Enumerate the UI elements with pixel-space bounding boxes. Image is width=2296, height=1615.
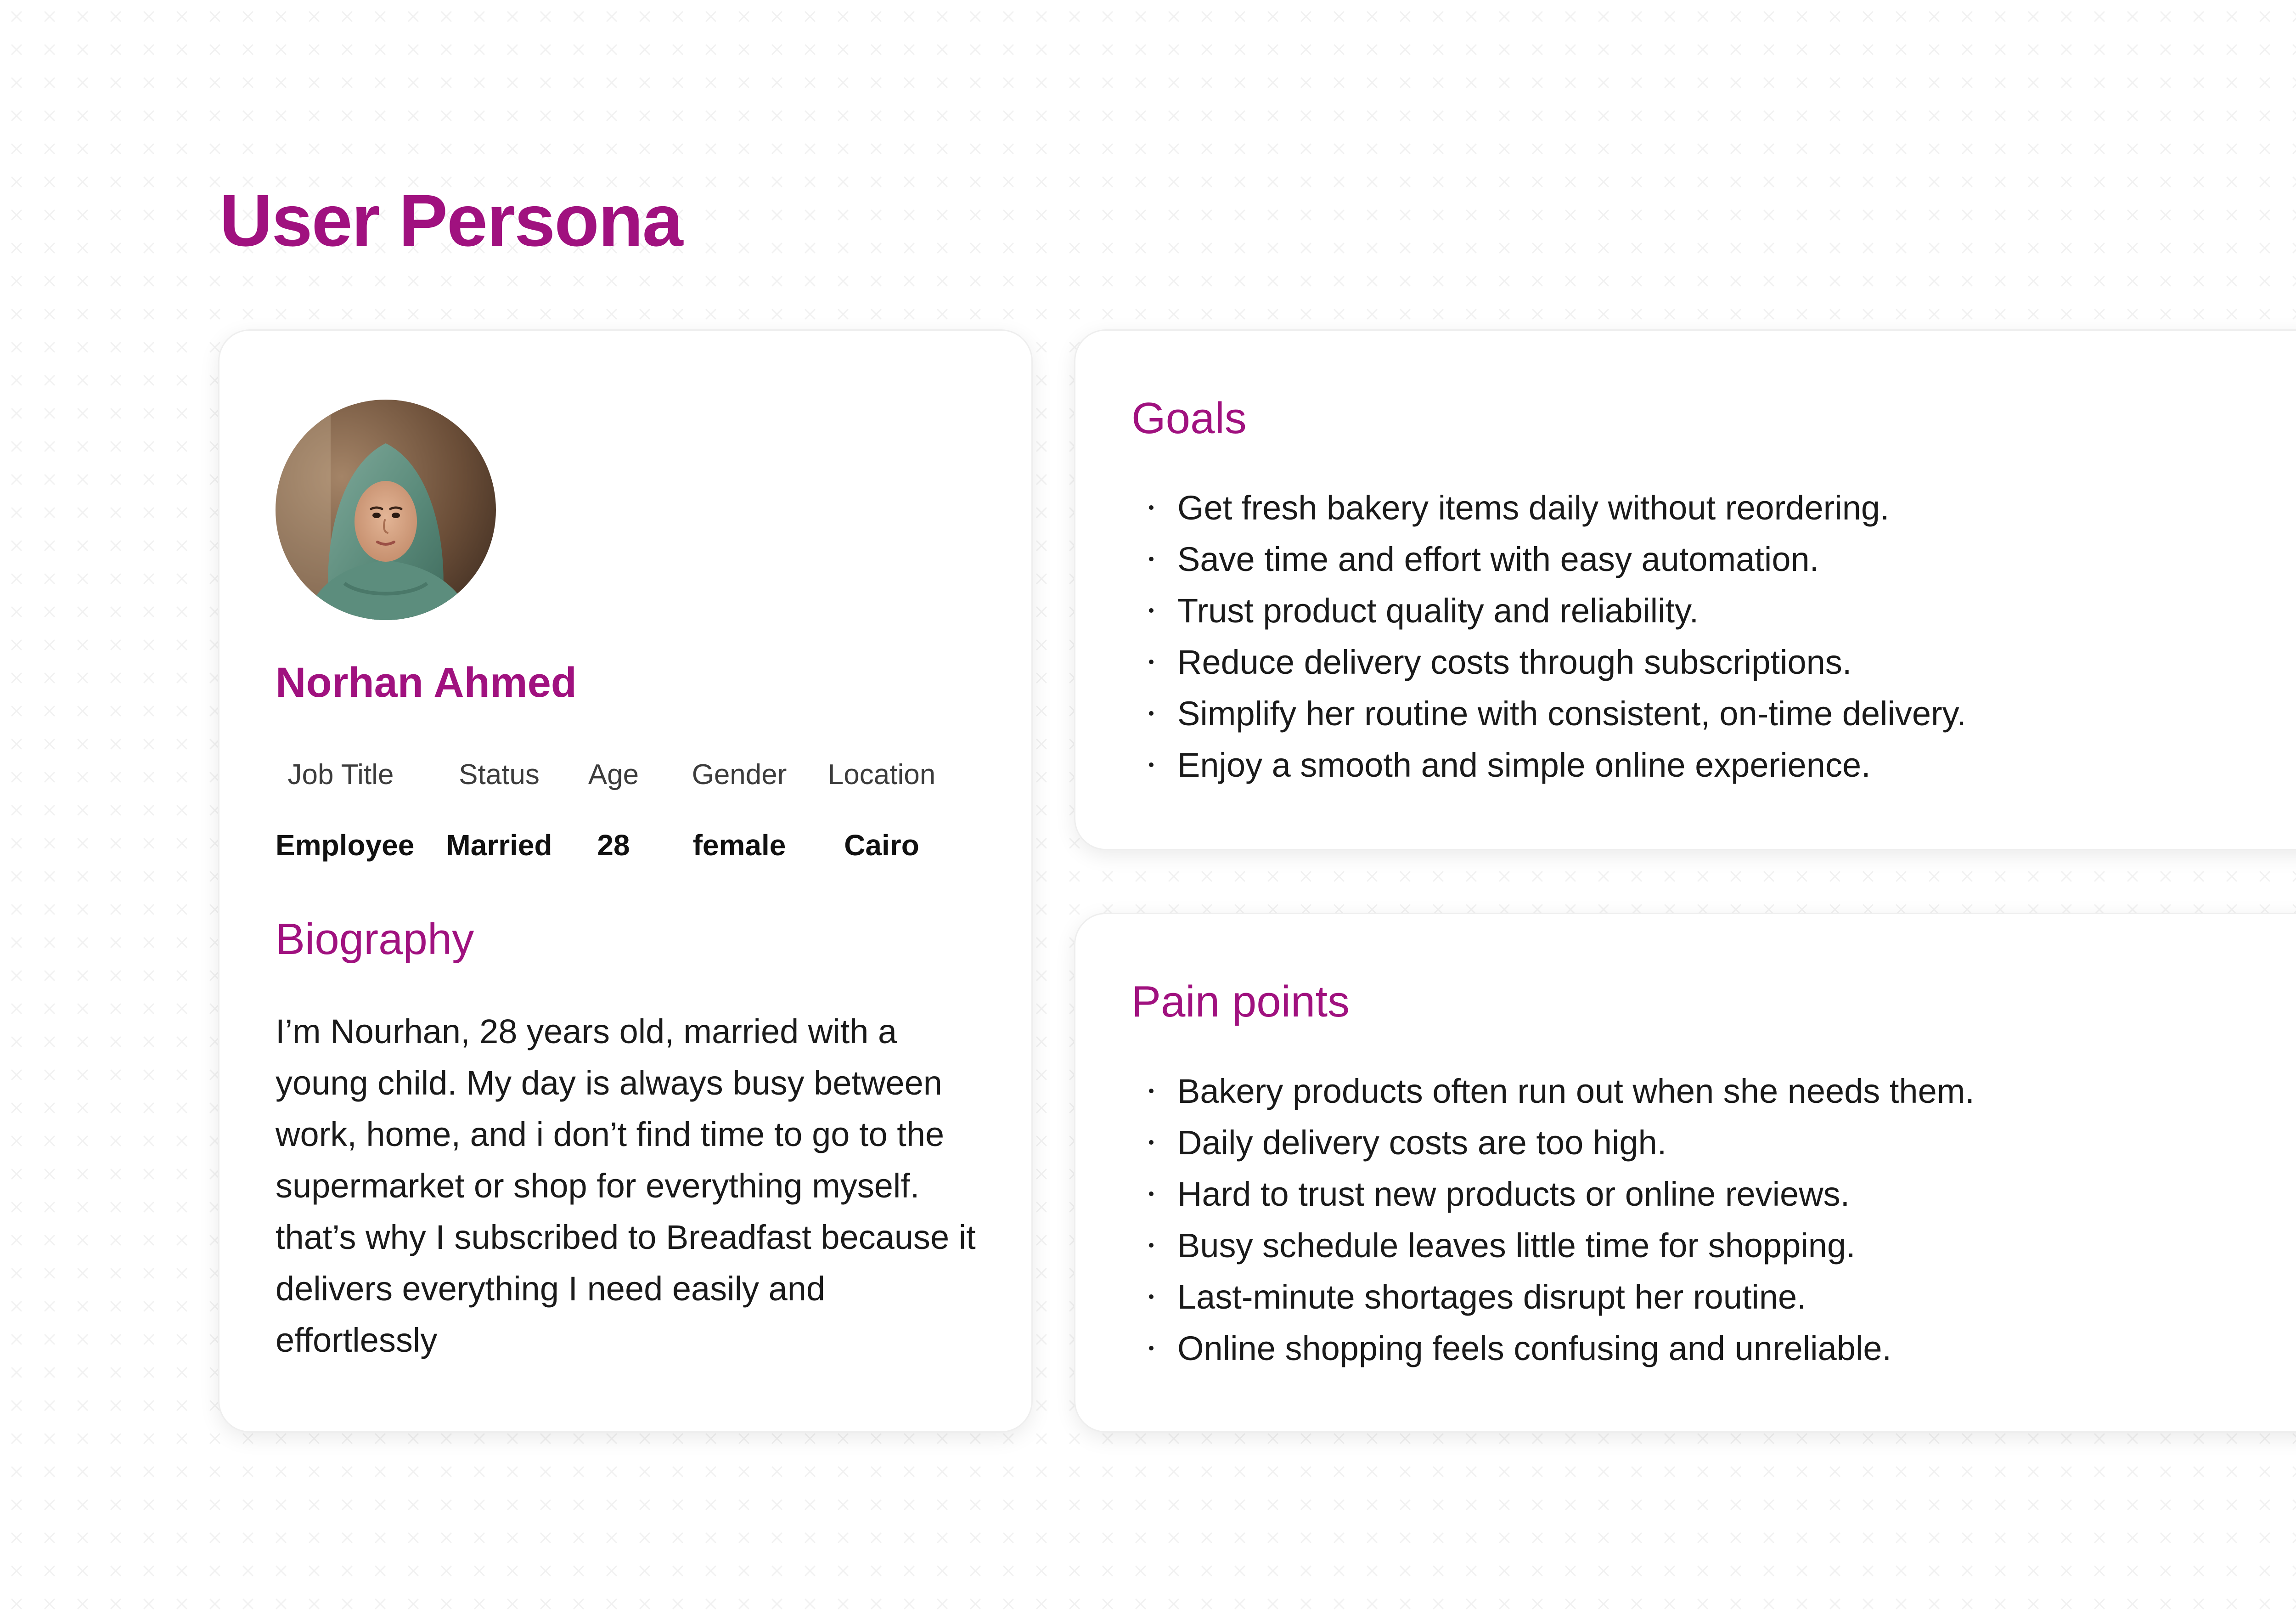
attribute-label: Job Title [287,759,394,791]
persona-name: Norhan Ahmed [276,659,577,706]
attribute-table [276,758,955,887]
pain-points-heading: Pain points [1131,977,1350,1026]
pain-point-item: Online shopping feels confusing and unreliable. [1149,1323,2296,1374]
attribute-value: 28 [597,829,630,862]
attribute-value: Married [446,829,552,862]
avatar-photo-icon [276,400,496,620]
goal-item: Simplify her routine with consistent, on-time delivery. [1149,688,2296,740]
attribute-value: Employee [276,829,415,862]
biography-text: I’m Nourhan, 28 years old, married with a young child. My day is always busy between work, home, and i don’t find time to go to the supermarket or shop for everything myself. that’s why I subscribed to Breadfast because it delivers everything I need easily and effortlessly [276,1012,976,1359]
pain-point-item: Bakery products often run out when she needs them. [1149,1066,2296,1117]
goals-card [1075,331,2296,849]
goal-item: Reduce delivery costs through subscriptions. [1149,637,2296,688]
pain-points-card [1075,914,2296,1431]
goals-list [1149,482,2296,791]
pain-points-list [1149,1066,2296,1374]
page-title: User Persona [219,179,682,261]
pain-point-item: Busy schedule leaves little time for shopping. [1149,1220,2296,1271]
pain-point-item: Daily delivery costs are too high. [1149,1117,2296,1169]
attribute-label: Location [827,759,936,791]
goal-item: Trust product quality and reliability. [1149,585,2296,637]
attribute-label: Status [459,759,540,791]
avatar [276,400,496,620]
attribute-value: Cairo [844,829,919,862]
attribute-label: Age [588,759,639,791]
profile-card [219,331,1031,1431]
attribute-value: female [692,829,786,862]
pain-point-item: Hard to trust new products or online reviews. [1149,1169,2296,1220]
goal-item: Get fresh bakery items daily without reordering. [1149,482,2296,534]
goal-item: Save time and effort with easy automation. [1149,534,2296,585]
biography-heading: Biography [276,915,474,964]
attribute-label: Gender [692,759,787,791]
goal-item: Enjoy a smooth and simple online experience. [1149,740,2296,791]
pain-point-item: Last-minute shortages disrupt her routine. [1149,1271,2296,1323]
goals-heading: Goals [1131,394,1247,443]
